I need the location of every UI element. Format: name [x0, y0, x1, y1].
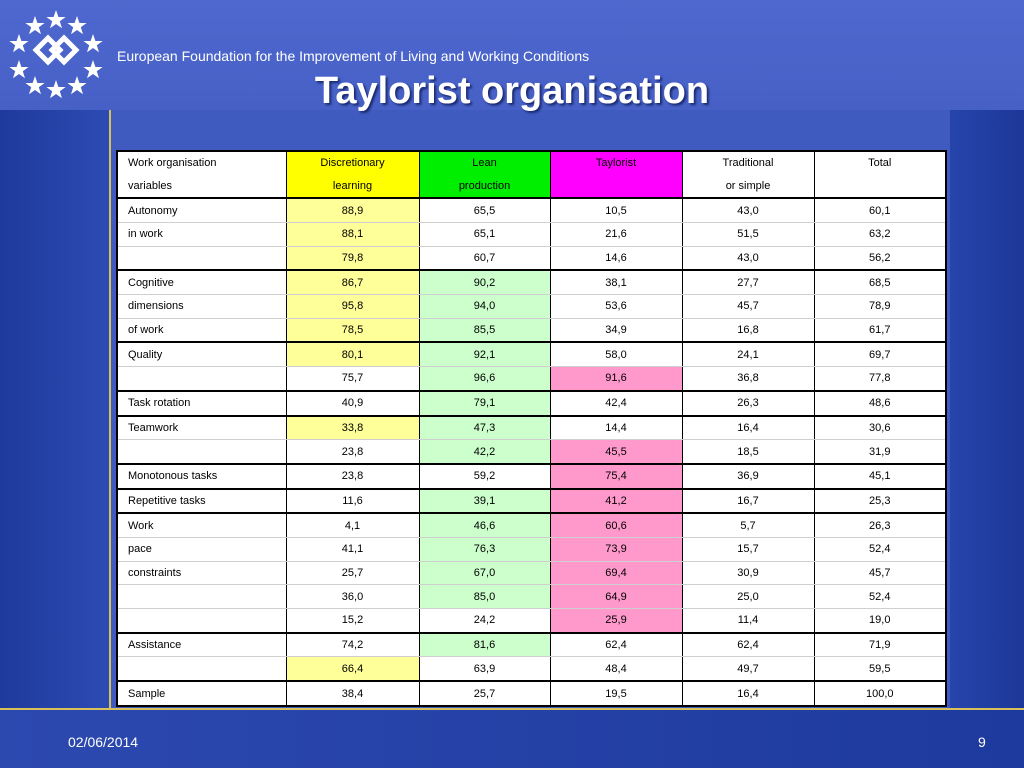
table-cell: 45,7 [682, 295, 814, 319]
table-cell: 47,3 [419, 416, 550, 440]
table-cell: 52,4 [814, 538, 946, 562]
header-cell: production [419, 175, 550, 199]
row-label: of work [117, 318, 286, 342]
table-cell: 43,0 [682, 246, 814, 270]
table-cell: 23,8 [286, 440, 419, 464]
table-cell: 59,5 [814, 657, 946, 681]
row-label: pace [117, 538, 286, 562]
organization-name: European Foundation for the Improvement of Living and Working Conditions [117, 48, 590, 64]
table-cell: 36,8 [682, 367, 814, 391]
table-row [117, 391, 946, 416]
row-label [117, 246, 286, 270]
row-label: Task rotation [117, 391, 286, 416]
table-cell: 66,4 [286, 657, 419, 681]
header-cell: learning [286, 175, 419, 199]
page-title: Taylorist organisation [314, 70, 710, 112]
table-cell: 78,5 [286, 318, 419, 342]
header-row-1 [117, 151, 946, 175]
row-label: Autonomy [117, 198, 286, 222]
table-cell: 15,2 [286, 609, 419, 633]
table-cell: 45,7 [814, 561, 946, 585]
table-cell: 62,4 [682, 633, 814, 657]
table-cell: 85,5 [419, 318, 550, 342]
table-cell: 80,1 [286, 342, 419, 366]
table-cell: 79,8 [286, 246, 419, 270]
table-row [117, 657, 946, 681]
table-body [117, 198, 946, 706]
header-cell: Discretionary [286, 151, 419, 175]
header-cell [814, 175, 946, 199]
table-cell: 39,1 [419, 489, 550, 514]
row-label: Teamwork [117, 416, 286, 440]
table-cell: 95,8 [286, 295, 419, 319]
table-cell: 16,7 [682, 489, 814, 514]
table-row [117, 489, 946, 514]
table-cell: 14,4 [550, 416, 682, 440]
table-cell: 81,6 [419, 633, 550, 657]
table-cell: 67,0 [419, 561, 550, 585]
table-cell: 59,2 [419, 464, 550, 489]
data-table [116, 150, 947, 707]
table-cell: 69,7 [814, 342, 946, 366]
table-cell: 76,3 [419, 538, 550, 562]
row-label: constraints [117, 561, 286, 585]
footer-date: 02/06/2014 [68, 734, 139, 750]
row-label [117, 657, 286, 681]
table-cell: 25,3 [814, 489, 946, 514]
table-cell: 24,2 [419, 609, 550, 633]
table-row [117, 633, 946, 657]
table-row [117, 342, 946, 366]
table-cell: 88,9 [286, 198, 419, 222]
table-cell: 42,2 [419, 440, 550, 464]
header-cell [550, 175, 682, 199]
table-cell: 65,1 [419, 223, 550, 247]
table-cell: 33,8 [286, 416, 419, 440]
table-cell: 36,9 [682, 464, 814, 489]
table-row [117, 513, 946, 537]
table-cell: 16,8 [682, 318, 814, 342]
table-cell: 41,1 [286, 538, 419, 562]
table-cell: 38,4 [286, 681, 419, 706]
header-cell: variables [117, 175, 286, 199]
table-cell: 60,7 [419, 246, 550, 270]
table-cell: 43,0 [682, 198, 814, 222]
table-row [117, 464, 946, 489]
table-cell: 61,7 [814, 318, 946, 342]
row-label [117, 440, 286, 464]
header-cell: Lean [419, 151, 550, 175]
table-cell: 77,8 [814, 367, 946, 391]
footer-page-number: 9 [978, 734, 986, 750]
table-cell: 45,5 [550, 440, 682, 464]
table-cell: 25,7 [419, 681, 550, 706]
table-cell: 25,9 [550, 609, 682, 633]
table-cell: 73,9 [550, 538, 682, 562]
table-row [117, 367, 946, 391]
table-cell: 90,2 [419, 270, 550, 294]
table-cell: 27,7 [682, 270, 814, 294]
table-cell: 100,0 [814, 681, 946, 706]
table-cell: 15,7 [682, 538, 814, 562]
table-cell: 74,2 [286, 633, 419, 657]
row-label: Assistance [117, 633, 286, 657]
table-cell: 23,8 [286, 464, 419, 489]
table-cell: 92,1 [419, 342, 550, 366]
table-cell: 16,4 [682, 416, 814, 440]
table-cell: 56,2 [814, 246, 946, 270]
row-label: Sample [117, 681, 286, 706]
table-cell: 63,2 [814, 223, 946, 247]
row-label [117, 585, 286, 609]
table-cell: 38,1 [550, 270, 682, 294]
table-cell: 49,7 [682, 657, 814, 681]
table-cell: 69,4 [550, 561, 682, 585]
row-label: Repetitive tasks [117, 489, 286, 514]
table-row [117, 585, 946, 609]
table-cell: 71,9 [814, 633, 946, 657]
table-cell: 58,0 [550, 342, 682, 366]
table-cell: 40,9 [286, 391, 419, 416]
table-cell: 24,1 [682, 342, 814, 366]
table-cell: 42,4 [550, 391, 682, 416]
row-label [117, 609, 286, 633]
table-cell: 19,5 [550, 681, 682, 706]
header-cell: or simple [682, 175, 814, 199]
table-row [117, 318, 946, 342]
header-cell: Work organisation [117, 151, 286, 175]
table-cell: 10,5 [550, 198, 682, 222]
table-cell: 94,0 [419, 295, 550, 319]
table-cell: 25,0 [682, 585, 814, 609]
table-row [117, 681, 946, 706]
table-cell: 21,6 [550, 223, 682, 247]
header-cell: Taylorist [550, 151, 682, 175]
table-cell: 75,7 [286, 367, 419, 391]
table-cell: 68,5 [814, 270, 946, 294]
row-label: Quality [117, 342, 286, 366]
table-cell: 79,1 [419, 391, 550, 416]
row-label: dimensions [117, 295, 286, 319]
table-row [117, 609, 946, 633]
table-cell: 75,4 [550, 464, 682, 489]
table-cell: 4,1 [286, 513, 419, 537]
table-cell: 96,6 [419, 367, 550, 391]
table-cell: 26,3 [814, 513, 946, 537]
table-row [117, 561, 946, 585]
header-cell: Total [814, 151, 946, 175]
table-cell: 53,6 [550, 295, 682, 319]
table-row [117, 223, 946, 247]
table-cell: 48,4 [550, 657, 682, 681]
table-cell: 25,7 [286, 561, 419, 585]
table-cell: 60,1 [814, 198, 946, 222]
row-label: in work [117, 223, 286, 247]
table-cell: 63,9 [419, 657, 550, 681]
table-cell: 18,5 [682, 440, 814, 464]
row-label: Work [117, 513, 286, 537]
table-cell: 86,7 [286, 270, 419, 294]
table-cell: 14,6 [550, 246, 682, 270]
table-cell: 30,9 [682, 561, 814, 585]
table-cell: 5,7 [682, 513, 814, 537]
table-cell: 30,6 [814, 416, 946, 440]
table-cell: 36,0 [286, 585, 419, 609]
left-panel [0, 110, 110, 708]
table-cell: 45,1 [814, 464, 946, 489]
table-cell: 48,6 [814, 391, 946, 416]
table-cell: 62,4 [550, 633, 682, 657]
gold-vertical-rule [109, 110, 111, 708]
table-cell: 78,9 [814, 295, 946, 319]
table-row [117, 246, 946, 270]
table-cell: 65,5 [419, 198, 550, 222]
table-cell: 41,2 [550, 489, 682, 514]
table-cell: 16,4 [682, 681, 814, 706]
table-cell: 11,4 [682, 609, 814, 633]
header-row-2 [117, 175, 946, 199]
table-cell: 19,0 [814, 609, 946, 633]
table-cell: 51,5 [682, 223, 814, 247]
table-cell: 85,0 [419, 585, 550, 609]
table-cell: 34,9 [550, 318, 682, 342]
header-cell: Traditional [682, 151, 814, 175]
table-row [117, 440, 946, 464]
table-cell: 91,6 [550, 367, 682, 391]
table-cell: 52,4 [814, 585, 946, 609]
row-label: Cognitive [117, 270, 286, 294]
table-row [117, 198, 946, 222]
table-cell: 31,9 [814, 440, 946, 464]
table-cell: 88,1 [286, 223, 419, 247]
row-label [117, 367, 286, 391]
table-cell: 11,6 [286, 489, 419, 514]
table-row [117, 538, 946, 562]
table-cell: 60,6 [550, 513, 682, 537]
table-row [117, 416, 946, 440]
table-cell: 64,9 [550, 585, 682, 609]
table-row [117, 295, 946, 319]
table-row [117, 270, 946, 294]
row-label: Monotonous tasks [117, 464, 286, 489]
table-cell: 26,3 [682, 391, 814, 416]
table-cell: 46,6 [419, 513, 550, 537]
right-panel [950, 110, 1024, 708]
footer-band [0, 710, 1024, 768]
